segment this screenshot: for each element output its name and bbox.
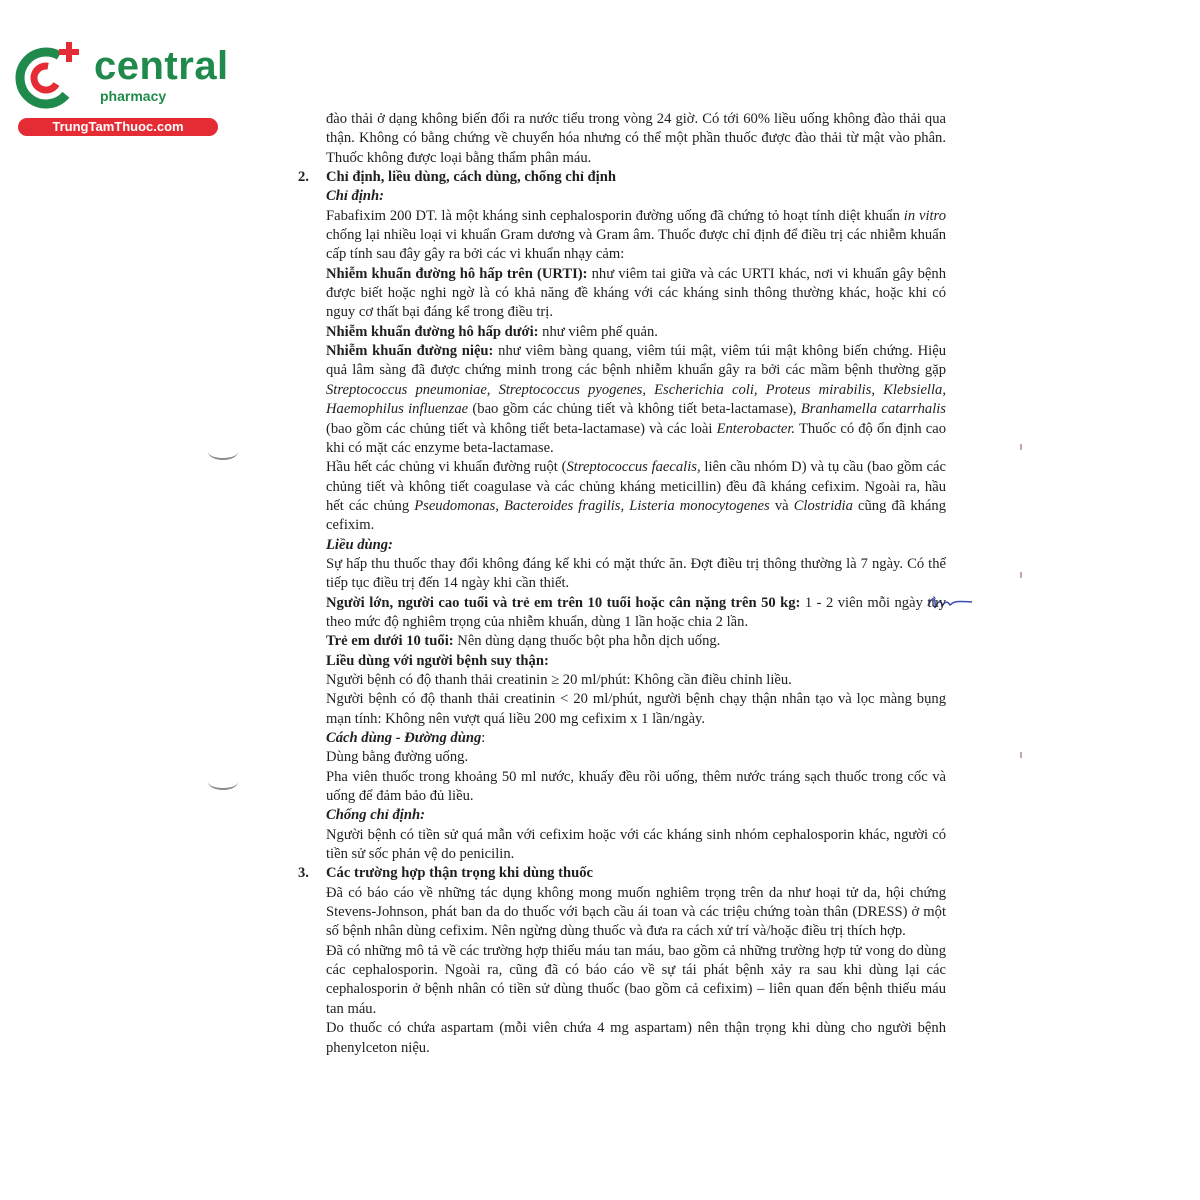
section-2-heading <box>298 168 946 187</box>
precaution-paragraph-3: Do thuốc có chứa aspartam (mỗi viên chứa 4 mg aspartam) nên thận trọng khi dùng cho người bệnh phenylceton niệu. <box>326 1020 946 1056</box>
text: chống lại nhiều loại vi khuẩn Gram dương và Gram âm. Thuốc được chỉ định để điều trị các nhiễm khuẩn cấp tính sau đây gây ra bởi các vi khuẩn nhạy cảm: <box>326 227 946 263</box>
indication-heading: Chỉ định: <box>326 188 384 205</box>
text: Fabafixim 200 DT. là một kháng sinh cephalosporin đường uống đã chứng tỏ hoạt tính diệt khuẩn <box>326 207 904 224</box>
text-italic: Streptococcus faecalis, <box>566 459 701 476</box>
admin-heading-colon: : <box>481 730 486 746</box>
intro-paragraph: đào thải ở dạng không biến đổi ra nước tiểu trong vòng 24 giờ. Có tới 60% liều uống không đào thải qua thận. Không có bằng chứng về chuyển hóa nhưng có thể một phần thuốc được đào thải từ mật vào phân. Thuốc không được loại bằng thẩm phân máu. <box>326 111 946 166</box>
renal-paragraph-1: Người bệnh có độ thanh thải creatinin ≥ 20 ml/phút: Không cần điều chỉnh liều. <box>326 671 792 688</box>
brand-logo <box>10 38 229 138</box>
resistance-paragraph <box>298 458 946 535</box>
text: Thuốc có độ ổn định cao khi có mặt các enzyme beta-lactamase. <box>326 420 946 456</box>
text: như viêm bàng quang, viêm túi mật, viêm túi mật không biến chứng. Hiệu quả lâm sàng đã được chứng minh trong các bệnh nhiễm khuẩn gây ra bởi các mầm bệnh thường gặp <box>326 343 947 379</box>
text: như viêm tai giữa và các URTI khác, nơi vi khuẩn gây bệnh được biết hoặc nghi ngờ là có khả năng đề kháng với các kháng sinh thông thường khác, hoặc khi có nguy cơ thất bại đáng kể trong điều trị. <box>326 265 946 321</box>
text: (bao gồm các chủng tiết và không tiết beta-lactamase), <box>468 401 801 418</box>
text-italic: Pseudomonas, Bacteroides fragilis, Listeria monocytogenes <box>414 497 770 514</box>
contraindication-heading: Chống chỉ định: <box>326 807 425 824</box>
admin-heading <box>298 729 946 748</box>
section-3-title: Các trường hợp thận trọng khi dùng thuốc <box>326 865 593 882</box>
text: Nên dùng dạng thuốc bột pha hỗn dịch uống. <box>453 633 721 650</box>
renal-paragraph-2: Người bệnh có độ thanh thải creatinin < 20 ml/phút, người bệnh chạy thận nhân tạo và lọc màng bụng mạn tính: Không nên vượt quá liều 200 mg cefixim x 1 lần/ngày. <box>326 691 946 727</box>
urti-paragraph <box>298 265 946 323</box>
precaution-paragraph-1: Đã có báo cáo về những tác dụng không mong muốn nghiêm trọng trên da như hoại tử da, hội chứng Stevens-Johnson, phát ban da do thuốc với bạch cầu ái toan và các triệu chứng toàn thân (DRESS) ở một số bệnh nhân dùng cefixim. Nên ngừng dùng thuốc và đưa ra cách xử trí và/hoặc điều trị thích hợp. <box>326 884 946 940</box>
renal-heading: Liều dùng với người bệnh suy thận: <box>326 652 549 669</box>
text-italic: Enterobacter. <box>716 420 796 437</box>
document-body <box>298 110 946 1058</box>
dosage-heading: Liều dùng: <box>326 536 393 553</box>
child-label: Trẻ em dưới 10 tuổi: <box>326 633 454 650</box>
urti-label: Nhiễm khuẩn đường hô hấp trên (URTI): <box>326 265 588 282</box>
text: và <box>769 497 794 514</box>
section-3-number: 3. <box>298 865 309 882</box>
scan-mark <box>1020 444 1022 450</box>
binder-hole-icon <box>208 774 238 790</box>
text-italic: Branhamella catarrhalis <box>800 401 946 418</box>
brand-name: central <box>94 44 229 88</box>
scan-mark <box>1020 752 1022 758</box>
text: Hầu hết các chủng vi khuẩn đường ruột ( <box>326 459 567 476</box>
lrti-label: Nhiễm khuẩn đường hô hấp dưới: <box>326 323 539 340</box>
precaution-paragraph-2: Đã có những mô tả về các trường hợp thiếu máu tan máu, bao gồm cả những trường hợp tử vong do dùng các cephalosporin. Ngoài ra, cũng đã có báo cáo về sự tái phát bệnh xảy ra sau khi dùng lại các cephalosporin ở bệnh nhân có tiền sử dùng thuốc (bao gồm cả cefixim) – liên quan đến bệnh thiếu máu tan máu. <box>326 942 946 1017</box>
text-italic: Clostridia <box>793 497 853 514</box>
dosage-paragraph: Sự hấp thu thuốc thay đổi không đáng kể khi có mặt thức ăn. Đợt điều trị thông thường là 7 ngày. Có thể tiếp tục điều trị đến 14 ngày khi cần thiết. <box>326 555 946 592</box>
indication-paragraph <box>298 207 946 265</box>
logo-mark-icon <box>10 38 88 116</box>
text: cũng đã kháng cefixim. <box>326 497 947 534</box>
text: 1 - 2 viên mỗi ngày tùy theo mức độ nghiêm trọng của nhiễm khuẩn, dùng 1 lần hoặc chia 2 lần. <box>326 594 946 630</box>
admin-paragraph-2: Pha viên thuốc trong khoảng 50 ml nước, khuấy đều rồi uống, thêm nước tráng sạch thuốc trong cốc và uống để đảm bảo đủ liều. <box>326 768 946 805</box>
text-italic: Streptococcus pneumoniae, Streptococcus pyogenes, Escherichia coli, Proteus mirabilis, Klebsiella, Haemophilus influenzae <box>326 381 946 418</box>
brand-url-badge: TrungTamThuoc.com <box>18 118 218 136</box>
text: liên cầu nhóm D) và tụ cầu (bao gồm các chủng tiết và không tiết coagulase và các chủng kháng meticillin) đều đã kháng cefixim. Ngoài ra, hầu hết các chủng <box>326 459 946 514</box>
contraindication-paragraph: Người bệnh có tiền sử quá mẫn với cefixim hoặc với các kháng sinh nhóm cephalosporin khác, người có tiền sử sốc phản vệ do penicilin. <box>326 826 946 863</box>
admin-heading-text: Cách dùng - Đường dùng <box>326 730 482 746</box>
text: (bao gồm các chủng tiết và không tiết beta-lactamase) và các loài <box>326 420 717 437</box>
adult-dosage-paragraph <box>298 594 946 633</box>
child-dosage-paragraph <box>298 632 946 651</box>
section-2-title: Chỉ định, liều dùng, cách dùng, chống chỉ định <box>326 169 616 186</box>
admin-paragraph-1: Dùng bằng đường uống. <box>326 749 469 766</box>
text-italic: in vitro <box>903 207 946 224</box>
uti-label: Nhiễm khuẩn đường niệu: <box>326 343 494 360</box>
binder-hole-icon <box>208 444 238 460</box>
uti-paragraph <box>298 342 946 458</box>
text: như viêm phế quản. <box>538 323 658 340</box>
lrti-paragraph <box>298 323 946 342</box>
scan-mark <box>1020 572 1022 578</box>
section-3-heading <box>298 864 946 883</box>
adult-label: Người lớn, người cao tuổi và trẻ em trên 10 tuổi hoặc cân nặng trên 50 kg: <box>326 594 801 611</box>
brand-sub: pharmacy <box>100 88 167 104</box>
section-2-number: 2. <box>298 169 309 186</box>
